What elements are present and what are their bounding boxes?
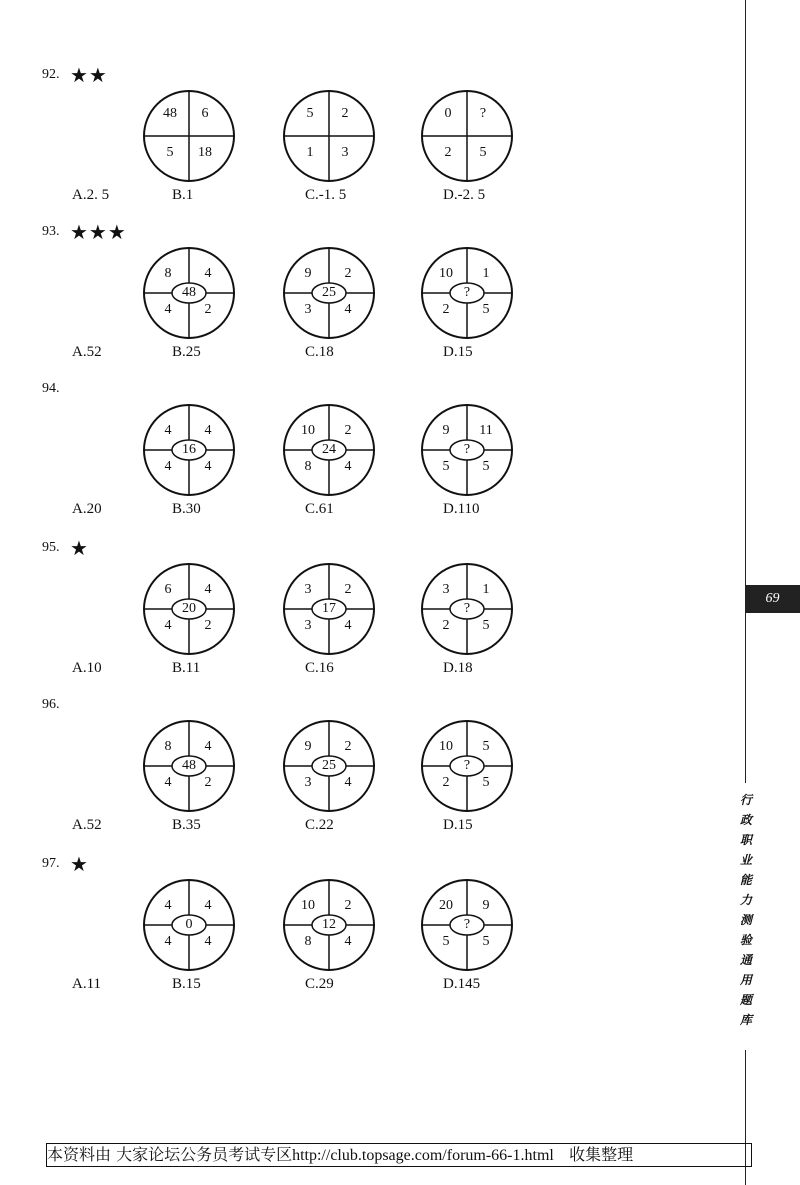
quadrant-value: 8 <box>304 934 312 949</box>
center-value: 24 <box>322 442 336 457</box>
quadrant-value: 4 <box>344 618 352 633</box>
number-circle <box>142 403 236 497</box>
center-value: ? <box>463 601 471 616</box>
quadrant-value: 2 <box>344 898 352 913</box>
side-title-char: 通 <box>739 953 752 967</box>
center-value: 25 <box>322 285 336 300</box>
center-value: 25 <box>322 758 336 773</box>
quadrant-value: 5 <box>306 106 314 121</box>
quadrant-value: 1 <box>306 145 314 160</box>
answer-option: B.11 <box>172 660 201 676</box>
quadrant-value: 3 <box>304 582 312 597</box>
quadrant-value: 10 <box>439 739 453 754</box>
quadrant-value: 9 <box>442 423 450 438</box>
answer-option: B.30 <box>172 501 201 517</box>
quadrant-value: 3 <box>341 145 349 160</box>
quadrant-value: 3 <box>304 302 312 317</box>
number-circle <box>420 562 514 656</box>
center-value: ? <box>463 758 471 773</box>
question-number: 97. <box>42 856 60 871</box>
footer-prefix: 本资料由 大家论坛公务员考试专区 <box>47 1145 293 1164</box>
quadrant-value: 4 <box>164 618 172 633</box>
quadrant-value: 4 <box>344 459 352 474</box>
number-circle <box>282 89 376 183</box>
quadrant-value: 4 <box>204 459 212 474</box>
number-circle <box>282 246 376 340</box>
quadrant-value: 5 <box>482 934 490 949</box>
quadrant-value: 8 <box>304 459 312 474</box>
quadrant-value: 4 <box>164 302 172 317</box>
quadrant-value: 5 <box>482 618 490 633</box>
question-number: 94. <box>42 381 60 396</box>
number-circle <box>282 878 376 972</box>
quadrant-value: 3 <box>304 775 312 790</box>
number-circle <box>282 562 376 656</box>
quadrant-value: 3 <box>304 618 312 633</box>
answer-option: D.15 <box>443 344 473 360</box>
side-title-char: 能 <box>739 873 752 887</box>
quadrant-value: 4 <box>164 898 172 913</box>
answer-option: D.-2. 5 <box>443 187 486 203</box>
question-number: 96. <box>42 697 60 712</box>
number-circle <box>142 89 236 183</box>
answer-option: A.52 <box>72 344 102 360</box>
center-value: 17 <box>322 601 336 616</box>
center-value: 12 <box>322 917 336 932</box>
quadrant-value: 9 <box>482 898 490 913</box>
side-title-char: 用 <box>739 973 752 987</box>
quadrant-value: 2 <box>442 618 450 633</box>
quadrant-value: 4 <box>164 459 172 474</box>
quadrant-value: 10 <box>439 266 453 281</box>
quadrant-value: 5 <box>482 775 490 790</box>
quadrant-value: 11 <box>479 423 493 438</box>
quadrant-value: 5 <box>442 459 450 474</box>
quadrant-value: 2 <box>442 302 450 317</box>
quadrant-value: 4 <box>204 266 212 281</box>
quadrant-value: 2 <box>341 106 349 121</box>
quadrant-value: 18 <box>198 145 212 160</box>
quadrant-value: 4 <box>204 739 212 754</box>
side-title-char: 行 <box>739 793 752 807</box>
number-circle <box>142 878 236 972</box>
side-title-char: 政 <box>739 813 752 827</box>
number-circle <box>142 246 236 340</box>
question-number: 92. <box>42 67 60 82</box>
quadrant-value: 2 <box>344 582 352 597</box>
quadrant-value: 9 <box>304 739 312 754</box>
quadrant-value: 0 <box>444 106 452 121</box>
answer-option: A.52 <box>72 817 102 833</box>
quadrant-value: 4 <box>204 934 212 949</box>
quadrant-value: 20 <box>439 898 453 913</box>
number-circle <box>420 246 514 340</box>
answer-option: C.18 <box>305 344 334 360</box>
quadrant-value: 4 <box>204 423 212 438</box>
quadrant-value: 10 <box>301 423 315 438</box>
answer-option: A.2. 5 <box>72 187 110 203</box>
side-title-char: 职 <box>739 833 752 847</box>
quadrant-value: 2 <box>204 775 212 790</box>
answer-option: D.15 <box>443 817 473 833</box>
quadrant-value: 5 <box>479 145 487 160</box>
quadrant-value: ? <box>479 106 487 121</box>
page-number-tab: 69 <box>745 585 800 613</box>
center-value: ? <box>463 285 471 300</box>
center-value: ? <box>463 917 471 932</box>
difficulty-stars: ★★★ <box>70 220 127 244</box>
quadrant-value: 6 <box>201 106 209 121</box>
quadrant-value: 2 <box>344 423 352 438</box>
quadrant-value: 1 <box>482 266 490 281</box>
number-circle <box>282 403 376 497</box>
number-circle <box>142 562 236 656</box>
side-title-char: 题 <box>739 993 752 1007</box>
answer-option: A.10 <box>72 660 102 676</box>
quadrant-value: 5 <box>482 459 490 474</box>
center-value: ? <box>463 442 471 457</box>
footer-url[interactable]: http://club.topsage.com/forum-66-1.html <box>292 1147 554 1164</box>
quadrant-value: 8 <box>164 739 172 754</box>
number-circle <box>420 719 514 813</box>
side-book-title <box>736 790 756 1030</box>
difficulty-stars: ★ <box>70 536 89 560</box>
footer-suffix: 收集整理 <box>569 1145 634 1164</box>
side-title-char: 验 <box>739 933 752 947</box>
quadrant-value: 4 <box>204 582 212 597</box>
center-value: 48 <box>182 285 196 300</box>
answer-option: D.110 <box>443 501 480 517</box>
side-title-char: 测 <box>739 913 752 927</box>
difficulty-stars: ★★ <box>70 63 108 87</box>
answer-option: D.18 <box>443 660 473 676</box>
number-circle <box>282 719 376 813</box>
answer-option: C.22 <box>305 817 334 833</box>
number-circle <box>420 878 514 972</box>
question-number: 93. <box>42 224 60 239</box>
quadrant-value: 2 <box>344 739 352 754</box>
answer-option: C.16 <box>305 660 334 676</box>
answer-option: B.15 <box>172 976 201 992</box>
quadrant-value: 4 <box>344 302 352 317</box>
number-circle <box>420 403 514 497</box>
quadrant-value: 5 <box>482 739 490 754</box>
center-value: 48 <box>182 758 196 773</box>
quadrant-value: 2 <box>344 266 352 281</box>
footer-banner <box>46 1143 752 1167</box>
side-title-char: 力 <box>739 893 752 907</box>
quadrant-value: 4 <box>164 934 172 949</box>
center-value: 16 <box>182 442 196 457</box>
quadrant-value: 10 <box>301 898 315 913</box>
side-title-char: 库 <box>739 1013 752 1027</box>
answer-option: A.11 <box>72 976 102 992</box>
answer-option: B.35 <box>172 817 201 833</box>
center-value: 20 <box>182 601 196 616</box>
quadrant-value: 2 <box>204 302 212 317</box>
quadrant-value: 2 <box>444 145 452 160</box>
quadrant-value: 5 <box>442 934 450 949</box>
circle-figure <box>142 89 236 183</box>
sidebar-rule-bottom <box>745 613 746 783</box>
answer-option: D.145 <box>443 976 481 992</box>
answer-option: A.20 <box>72 501 102 517</box>
quadrant-value: 4 <box>344 934 352 949</box>
center-value: 0 <box>185 917 193 932</box>
quadrant-value: 3 <box>442 582 450 597</box>
quadrant-value: 9 <box>304 266 312 281</box>
quadrant-value: 4 <box>344 775 352 790</box>
quadrant-value: 48 <box>163 106 177 121</box>
circle-figure <box>420 89 514 183</box>
quadrant-value: 5 <box>166 145 174 160</box>
quadrant-value: 4 <box>164 775 172 790</box>
quadrant-value: 5 <box>482 302 490 317</box>
circle-figure <box>282 89 376 183</box>
quadrant-value: 4 <box>204 898 212 913</box>
quadrant-value: 1 <box>482 582 490 597</box>
answer-option: B.25 <box>172 344 201 360</box>
question-number: 95. <box>42 540 60 555</box>
answer-option: C.29 <box>305 976 334 992</box>
difficulty-stars: ★ <box>70 852 89 876</box>
quadrant-value: 2 <box>204 618 212 633</box>
quadrant-value: 2 <box>442 775 450 790</box>
answer-option: B.1 <box>172 187 194 203</box>
sidebar-rule-top <box>745 0 746 585</box>
quadrant-value: 8 <box>164 266 172 281</box>
answer-option: C.61 <box>305 501 334 517</box>
side-title-char: 业 <box>739 853 752 867</box>
number-circle <box>142 719 236 813</box>
quadrant-value: 4 <box>164 423 172 438</box>
quadrant-value: 6 <box>164 582 172 597</box>
answer-option: C.-1. 5 <box>305 187 347 203</box>
number-circle <box>420 89 514 183</box>
